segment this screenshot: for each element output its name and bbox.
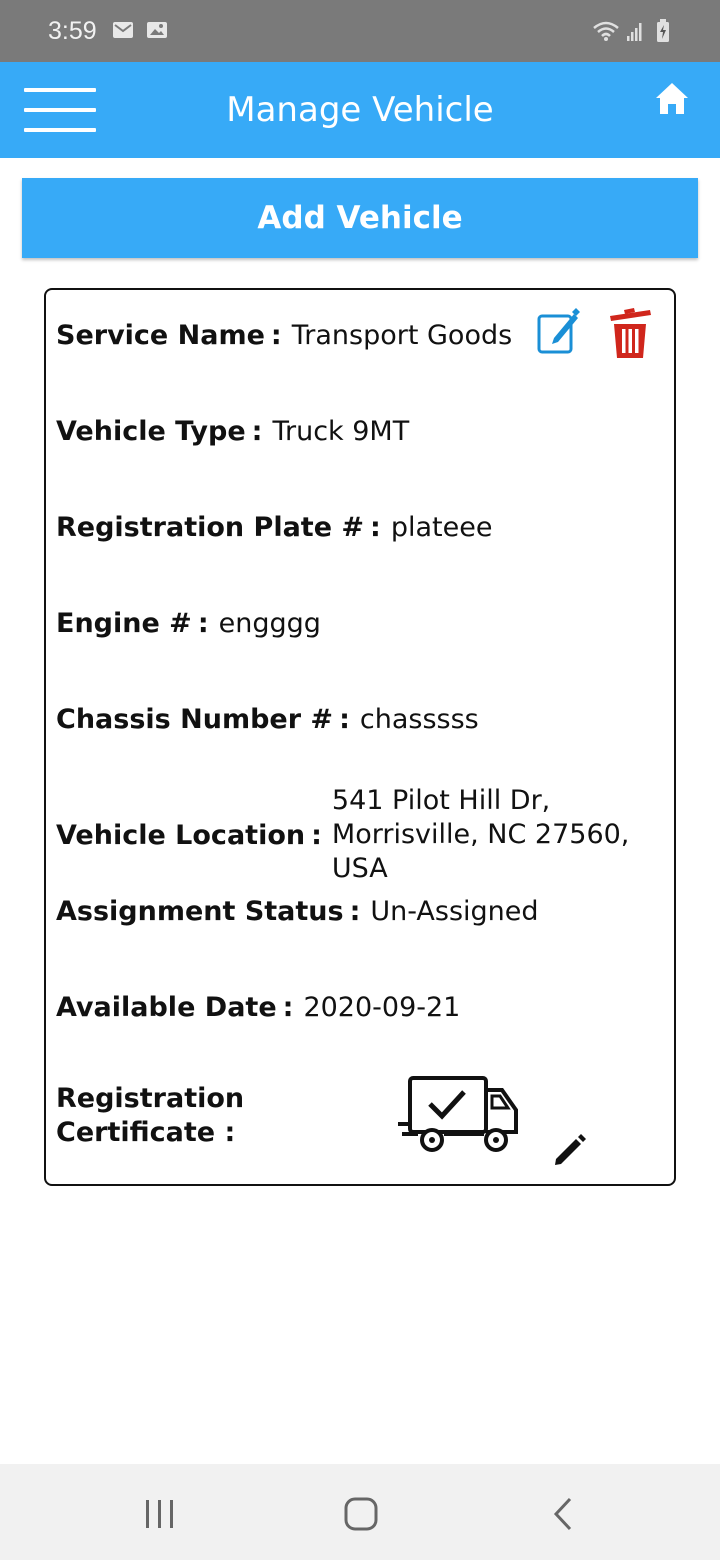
app-bar <box>0 62 720 158</box>
add-vehicle-button[interactable]: Add Vehicle <box>22 178 698 258</box>
field-label: Engine # <box>56 608 192 639</box>
field-label: Chassis Number # <box>56 704 334 735</box>
field-value: 541 Pilot Hill Dr, Morrisville, NC 27560, USA <box>331 785 630 884</box>
page-title: Manage Vehicle <box>226 90 494 130</box>
wifi-icon <box>592 20 620 42</box>
field-label: Available Date <box>56 992 277 1023</box>
field-label: Assignment Status <box>56 896 344 927</box>
status-bar <box>0 0 720 62</box>
field-value: plateee <box>390 512 493 543</box>
field-separator: : <box>370 512 381 543</box>
registration-certificate-label-line2: Certificate : <box>56 1117 236 1148</box>
field-separator: : <box>270 320 282 351</box>
registration-certificate-label <box>56 1082 244 1150</box>
field-label: Vehicle Location <box>56 819 306 851</box>
field-separator: : <box>282 992 294 1023</box>
field-separator: : <box>339 704 350 735</box>
recent-apps-icon[interactable] <box>140 1494 180 1534</box>
field-label: Registration Plate # <box>56 512 365 543</box>
edit-icon[interactable] <box>536 306 580 356</box>
field-value: 2020-09-21 <box>303 992 461 1023</box>
truck-icon[interactable] <box>398 1074 522 1156</box>
field-separator: : <box>251 416 263 447</box>
battery-charging-icon <box>656 19 670 43</box>
field-value: Un-Assigned <box>370 896 539 927</box>
system-nav-bar <box>0 1464 720 1560</box>
field-vehicle-type <box>56 416 409 447</box>
field-registration-plate <box>56 512 492 543</box>
field-value: Transport Goods <box>291 320 513 351</box>
field-label: Vehicle Type <box>56 416 246 447</box>
signal-icon <box>626 20 644 42</box>
registration-certificate-label-line1: Registration <box>56 1083 245 1114</box>
home-circle-icon[interactable] <box>340 1494 380 1534</box>
field-assignment-status <box>56 896 539 927</box>
field-value: chasssss <box>359 704 479 735</box>
field-value: Truck 9MT <box>272 416 410 447</box>
field-chassis-number <box>56 704 479 735</box>
status-time: 3:59 <box>48 17 97 45</box>
home-icon[interactable] <box>653 80 691 118</box>
field-value: engggg <box>218 608 321 639</box>
vehicle-card <box>44 288 676 1186</box>
field-available-date <box>56 992 460 1023</box>
image-icon <box>146 20 168 40</box>
field-vehicle-location <box>56 784 692 886</box>
field-separator: : <box>311 819 322 851</box>
field-engine <box>56 608 321 639</box>
field-separator: : <box>349 896 361 927</box>
pencil-icon[interactable] <box>552 1132 588 1168</box>
delete-icon[interactable] <box>604 300 656 360</box>
field-separator: : <box>197 608 209 639</box>
field-service-name <box>56 320 512 351</box>
mail-icon <box>112 20 134 40</box>
back-icon[interactable] <box>544 1494 584 1534</box>
field-label: Service Name <box>56 320 265 351</box>
